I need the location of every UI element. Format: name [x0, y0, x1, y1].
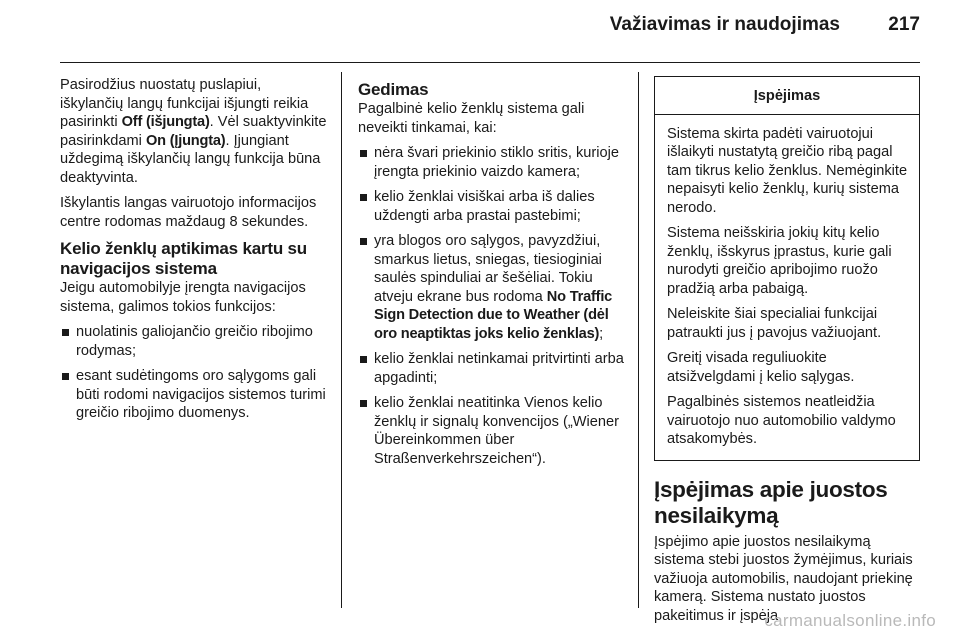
header-rule: [60, 62, 920, 63]
warning-box-body: [655, 115, 919, 460]
warning-paragraph: Greitį visada reguliuokite atsižvelgdami į kelio sąlygas.: [667, 350, 855, 385]
column-divider-right: [638, 72, 639, 608]
list-item: kelio ženklai netinkamai pritvirtinti arba apgadinti;: [358, 350, 626, 387]
warning-paragraph: Sistema skirta padėti vairuotojui išlaikyti nustatytą greičio ribą pagal tam tikrus kelio ženklus. Nemėginkite nepaisyti kelio ženklų, kurių sistema nerodo.: [667, 125, 908, 216]
option-off: Off (išjungta): [121, 114, 210, 130]
chapter-title: Važiavimas ir naudojimas: [609, 14, 840, 35]
list-item: nuolatinis galiojančio greičio ribojimo rodymas;: [60, 323, 328, 360]
list-item: kelio ženklai visiškai arba iš dalies uždengti arba prastai pastebimi;: [358, 188, 626, 225]
navigation-feature-list: [60, 323, 328, 423]
warning-box-title: Įspėjimas: [655, 77, 919, 115]
warning-box: [654, 76, 920, 461]
watermark: carmanualsonline.info: [764, 611, 936, 630]
display-message: No Traffic Sign Detection due to Weather (dėl oro neaptiktas joks kelio ženklas): [374, 288, 613, 342]
section-heading-navigation: Kelio ženklų aptikimas kartu su navigacijos sistema: [60, 239, 307, 278]
column-divider-left: [341, 72, 342, 608]
option-on: On (Įjungta): [145, 132, 226, 149]
section-heading-lane-departure: Įspėjimas apie juostos nesilaikymą: [654, 476, 888, 528]
warning-paragraph: Sistema neišskiria jokių kitų kelio ženklų, išskyrus įprastus, kurie gali nurodyti greičio apribojimo ruožo pradžią arba pabaigą.: [667, 225, 892, 297]
paragraph-popup-settings: Pasirodžius nuostatų puslapiui, iškylančių langų funkcijai išjungti reikia pasirinkti Off (išjungta). Vėl suaktyvinkite pasirinkdami On (Įjungta). Įjungiant uždegimą iškylančių langų funkcija būna deaktyvinta.: [60, 77, 327, 186]
list-item: nėra švari priekinio stiklo sritis, kurioje įrengta priekinio vaizdo kamera;: [358, 144, 626, 181]
paragraph-lane-departure: Įspėjimo apie juostos nesilaikymą sistema stebi juostos žymėjimus, kuriais važiuoja automobilis, naudojant priekinę kamerą. Sistema nustato juostos pakeitimus ir įspėja: [654, 533, 913, 624]
fault-conditions-list: [358, 144, 626, 468]
paragraph-fault-intro: Pagalbinė kelio ženklų sistema gali neveikti tinkamai, kai:: [358, 101, 585, 136]
section-heading-fault: Gedimas: [358, 80, 429, 99]
page-number: 217: [888, 14, 920, 35]
column-left: [60, 76, 328, 430]
column-middle: [358, 80, 626, 475]
paragraph-popup-duration: Iškylantis langas vairuotojo informacijos centre rodomas maždaug 8 sekundes.: [60, 195, 317, 230]
paragraph-navigation-intro: Jeigu automobilyje įrengta navigacijos sistema, galimos tokios funkcijos:: [60, 280, 306, 315]
list-item: esant sudėtingoms oro sąlygoms gali būti rodomi navigacijos sistemos turimi greičio ribojimo duomenys.: [60, 367, 328, 423]
warning-paragraph: Pagalbinės sistemos neatleidžia vairuotojo nuo automobilio valdymo atsakomybės.: [667, 394, 896, 447]
column-right: [654, 76, 922, 632]
warning-paragraph: Neleiskite šiai specialiai funkcijai patraukti jus į pavojus važiuojant.: [667, 306, 882, 341]
list-item: kelio ženklai neatitinka Vienos kelio ženklų ir signalų konvencijos („Wiener Übereinkommen über Straßenverkehrszeichen“).: [358, 394, 626, 468]
list-item: yra blogos oro sąlygos, pavyzdžiui, smarkus lietus, sniegas, tiesioginiai saulės spinduliai ar šešėliai. Tokiu atveju ekrane bus rodoma No Traffic Sign Detection due to Weather (dėl oro neaptiktas joks kelio ženklas);: [358, 232, 626, 343]
